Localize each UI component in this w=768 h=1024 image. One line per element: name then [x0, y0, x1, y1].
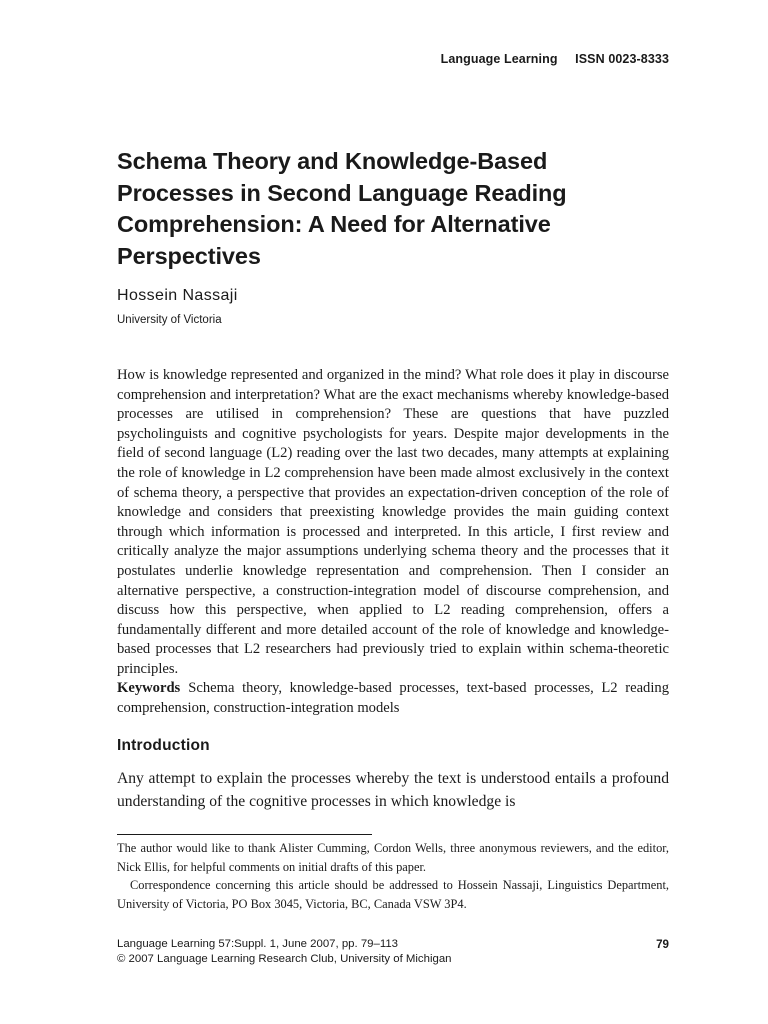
running-header [441, 52, 669, 66]
issn: ISSN 0023-8333 [575, 52, 669, 66]
author-name: Hossein Nassaji [117, 287, 238, 304]
journal-name: Language Learning [440, 52, 558, 66]
keywords [117, 679, 669, 718]
footer-citation: Language Learning 57:Suppl. 1, June 2007, pp. 79–113 [117, 938, 398, 950]
section-heading-introduction: Introduction [117, 737, 210, 754]
page-number: 79 [656, 938, 669, 951]
footnote-correspondence: Correspondence concerning this article should be addressed to Hossein Nassaji, Linguistics Department, University of Victoria, PO Box 3045, Victoria, BC, Canada VSW 3P4. [117, 878, 669, 911]
footnote-acknowledgment: The author would like to thank Alister Cumming, Cordon Wells, three anonymous reviewers, and the editor, Nick Ellis, for helpful comments on initial drafts of this paper. [117, 841, 669, 874]
page-footer [117, 937, 669, 968]
article-title: Schema Theory and Knowledge-Based Processes in Second Language Reading Comprehension: A Need for Alternative Perspectives [117, 148, 567, 269]
keywords-label: Keywords [117, 680, 181, 696]
introduction-text: Any attempt to explain the processes whereby the text is understood entails a profound understanding of the cognitive processes in which knowledge is [117, 770, 669, 810]
footnotes [117, 839, 669, 913]
footnote-divider [117, 834, 372, 835]
author-affiliation: University of Victoria [117, 314, 222, 326]
keywords-text: Schema theory, knowledge-based processes, text-based processes, L2 reading comprehension, construction-integration models [117, 680, 669, 716]
abstract: How is knowledge represented and organized in the mind? What role does it play in discourse comprehension and interpretation? What are the exact mechanisms whereby knowledge-based processes are utilised in comprehension? These are questions that have puzzled psycholinguists and cognitive psychologists for years. Despite major developments in the field of second language (L2) reading over the last two decades, many attempts at explaining the role of knowledge in L2 comprehension have been made almost exclusively in the context of schema theory, a perspective that provides an expectation-driven conception of the role of knowledge and considers that preexisting knowledge provides the main guiding context through which information is processed and interpreted. In this article, I first review and critically analyze the major assumptions underlying schema theory and the processes that it postulates underlie knowledge representation and comprehension. Then I consider an alternative perspective, a construction-integration model of discourse comprehension, and discuss how this perspective, when applied to L2 reading comprehension, offers a fundamentally different and more detailed account of the role of knowledge and knowledge-based processes that L2 researchers had previously tried to explain within schema-theoretic principles. [117, 367, 669, 677]
footer-copyright: © 2007 Language Learning Research Club, University of Michigan [117, 953, 452, 966]
